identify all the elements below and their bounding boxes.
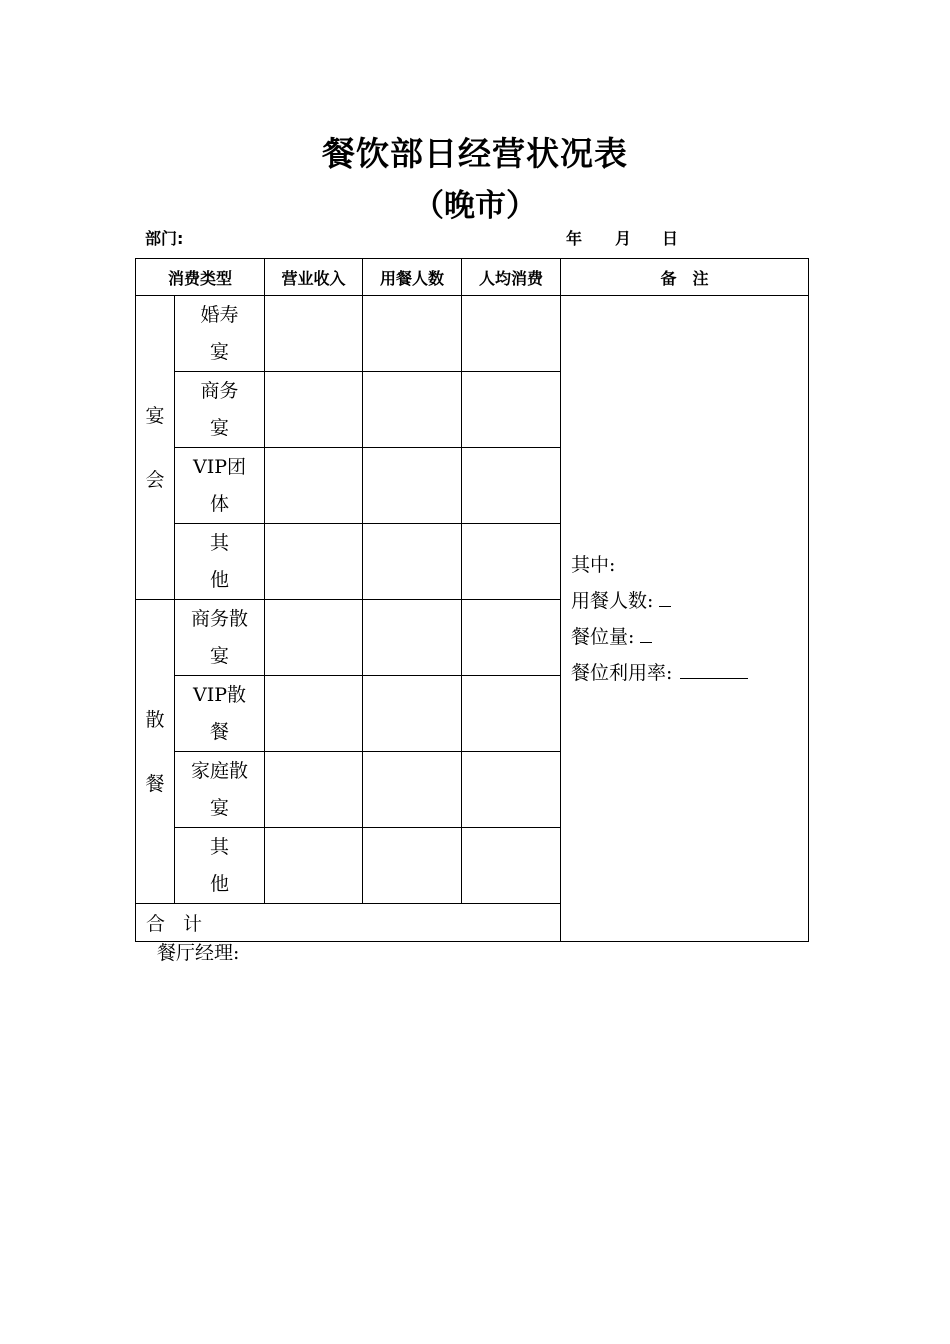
row-label: 商务散 宴	[175, 600, 265, 676]
row-label: VIP团 体	[175, 448, 265, 524]
row-label: VIP散 餐	[175, 676, 265, 752]
diners-cell[interactable]	[363, 752, 462, 828]
per-capita-cell[interactable]	[462, 372, 561, 448]
page-subtitle: （晚市）	[413, 188, 537, 224]
revenue-cell[interactable]	[265, 676, 363, 752]
revenue-cell[interactable]	[265, 752, 363, 828]
revenue-cell[interactable]	[265, 828, 363, 904]
column-header-per-capita: 人均消费	[462, 259, 561, 296]
row-label: 商务 宴	[175, 372, 265, 448]
revenue-cell[interactable]	[265, 524, 363, 600]
note-line: 其中:	[571, 553, 616, 576]
diners-blank[interactable]	[659, 588, 671, 607]
note-line: 餐位量:	[571, 619, 808, 655]
table-header-row	[136, 259, 809, 296]
group-label-casual-dining: 散 餐	[136, 600, 175, 904]
month-label: 月	[615, 229, 632, 248]
diners-cell[interactable]	[363, 600, 462, 676]
year-label: 年	[566, 229, 583, 248]
page-title: 餐饮部日经营状况表	[322, 134, 628, 173]
row-label: 其 他	[175, 828, 265, 904]
column-header-notes: 备 注	[561, 259, 809, 296]
day-label: 日	[662, 229, 679, 248]
revenue-cell[interactable]	[265, 372, 363, 448]
per-capita-cell[interactable]	[462, 676, 561, 752]
revenue-cell[interactable]	[265, 600, 363, 676]
diners-cell[interactable]	[363, 372, 462, 448]
total-label[interactable]: 合 计	[136, 904, 561, 942]
diners-cell[interactable]	[363, 524, 462, 600]
column-header-diners: 用餐人数	[363, 259, 462, 296]
diners-cell[interactable]	[363, 296, 462, 372]
note-line: 用餐人数:	[571, 583, 808, 619]
note-line: 餐位利用率:	[571, 655, 808, 691]
column-header-revenue: 营业收入	[265, 259, 363, 296]
notes-cell[interactable]	[561, 296, 809, 942]
per-capita-cell[interactable]	[462, 828, 561, 904]
row-label: 其 他	[175, 524, 265, 600]
table-row	[136, 296, 809, 372]
manager-label: 餐厅经理:	[157, 942, 240, 964]
revenue-cell[interactable]	[265, 448, 363, 524]
department-label: 部门:	[145, 229, 184, 248]
row-label: 家庭散 宴	[175, 752, 265, 828]
diners-cell[interactable]	[363, 448, 462, 524]
diners-cell[interactable]	[363, 828, 462, 904]
group-label-banquet: 宴 会	[136, 296, 175, 600]
per-capita-cell[interactable]	[462, 752, 561, 828]
per-capita-cell[interactable]	[462, 600, 561, 676]
per-capita-cell[interactable]	[462, 448, 561, 524]
row-label: 婚寿 宴	[175, 296, 265, 372]
utilization-blank[interactable]	[680, 660, 748, 679]
per-capita-cell[interactable]	[462, 524, 561, 600]
per-capita-cell[interactable]	[462, 296, 561, 372]
seats-blank[interactable]	[640, 624, 652, 643]
column-header-type: 消费类型	[136, 259, 265, 296]
revenue-cell[interactable]	[265, 296, 363, 372]
report-table	[135, 258, 809, 942]
diners-cell[interactable]	[363, 676, 462, 752]
